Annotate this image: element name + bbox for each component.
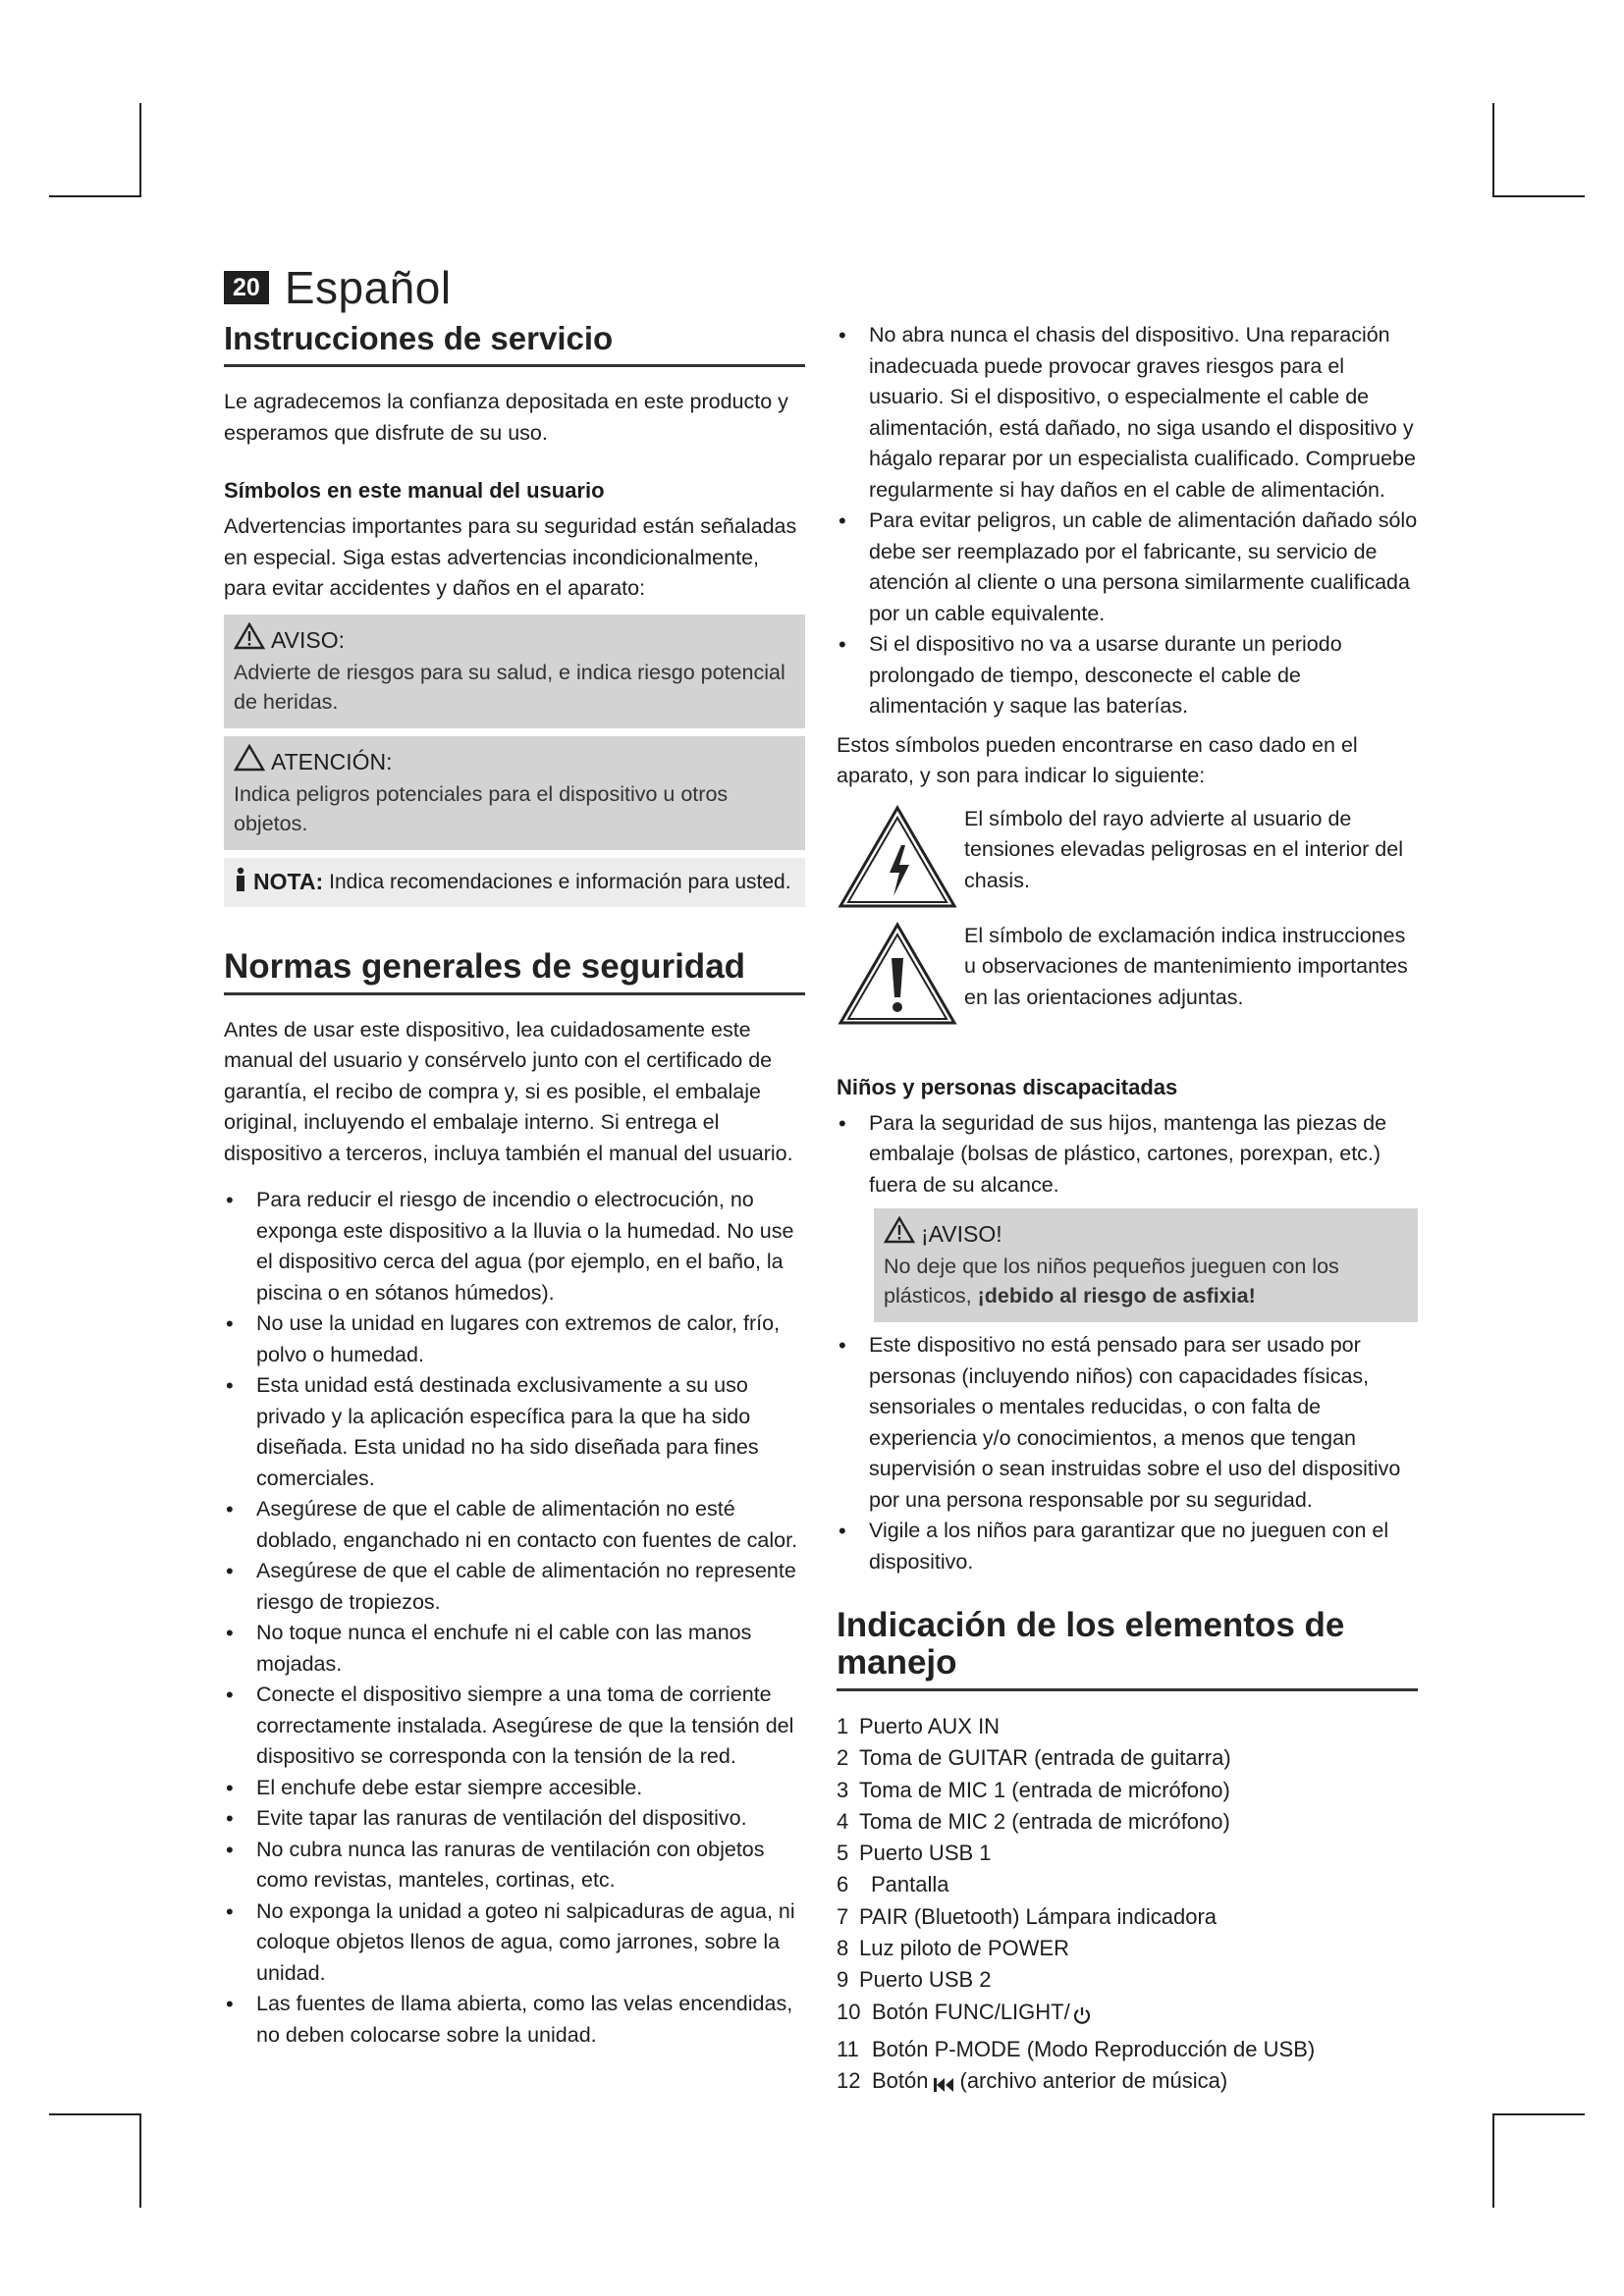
aviso-children-text: No deje que los niños pequeños jueguen con los plásticos, ¡debido al riesgo de asfixia! [884,1255,1339,1308]
list-item: 10 Botón FUNC/LIGHT/ [837,1997,1418,2034]
list-item: 11 Botón P-MODE (Modo Reproducción de USB) [837,2036,1316,2061]
crop-mark [1492,2113,1585,2115]
list-item: • El enchufe debe estar siempre accesible. [226,1775,643,1800]
list-item: • No cubra nunca las ranuras de ventilación con objetos como revistas, manteles, cortinas, etc. [226,1837,765,1892]
aviso-title: AVISO: [271,626,345,653]
list-item: 8 Luz piloto de POWER [837,1936,1069,1961]
page-language: Español [284,262,452,313]
section-title-instrucciones: Instrucciones de servicio [224,320,805,367]
list-item: • Para evitar peligros, un cable de alimentación dañado sólo debe ser reemplazado por el fabricante, su servicio de atención al cliente o una persona similarmente cualificada por un cable equivalente. [839,508,1418,625]
previous-track-icon [933,2071,954,2103]
normas-intro: Antes de usar este dispositivo, lea cuidadosamente este manual del usuario y consérvelo junto con el certificado de garantía, el recibo de compra y, si es posible, el embalaje original, incluyendo el embalaje interno. Si entrega el dispositivo a terceros, incluya también el manual del usuario. [224,1017,793,1165]
controls-list [837,1711,1418,2104]
intro-text: Le agradecemos la confianza depositada en este producto y esperamos que disfrute de su uso. [224,390,788,445]
aviso-children-bold: ¡debido al riesgo de asfixia! [977,1284,1256,1308]
warning-triangle-icon [234,622,265,658]
list-item: • No abra nunca el chasis del dispositivo. Una reparación inadecuada puede provocar graves riesgos para el usuario. Si el dispositivo, o especialmente el cable de alimentación, está dañado, no siga usando el dispositivo y hágalo reparar por un especialista cualificado. Compruebe regularmente si hay daños en el cable de alimentación. [839,323,1416,502]
crop-mark [1492,2113,1494,2208]
aviso-children-title: ¡AVISO! [921,1221,1002,1247]
list-item: 12 Botón (archivo anterior de música) [837,2065,1418,2103]
device-symbols-intro: Estos símbolos pueden encontrarse en caso dado en el aparato, y son para indicar lo siguiente: [837,732,1358,787]
list-item: 1 Puerto AUX IN [837,1714,1001,1738]
safety-list [224,1185,805,2051]
atencion-title: ATENCIÓN: [271,748,393,774]
children-list-2 [837,1330,1418,1577]
lightning-symbol-row [837,804,1418,917]
aviso-children-box [874,1208,1418,1322]
exclamation-warning-icon [837,921,964,1034]
page-number: 20 [224,271,269,304]
list-item: 6 Pantalla [837,1872,949,1897]
list-item: • Este dispositivo no está pensado para ser usado por personas (incluyendo niños) con capacidades físicas, sensoriales o mentales reducidas, o con falta de experiencia y/o conocimientos, a menos que tengan supervisión o sean instruidas sobre el uso del dispositivo por una persona responsable por su seguridad. [839,1333,1401,1512]
atencion-text: Indica peligros potenciales para el dispositivo u otros objetos. [234,781,729,835]
list-item: 9 Puerto USB 2 [837,1967,992,1993]
list-item: • Asegúrese de que el cable de alimentación no represente riesgo de tropiezos. [226,1559,796,1614]
right-column [837,320,1418,2104]
symbols-heading: Símbolos en este manual del usuario [224,478,605,503]
exclamation-symbol-text: El símbolo de exclamación indica instrucciones u observaciones de mantenimiento importantes en las orientaciones adjuntas. [964,923,1408,1009]
lightning-symbol-text: El símbolo del rayo advierte al usuario de tensiones elevadas peligrosas en el interior del chasis. [964,806,1403,892]
atencion-box [224,736,805,850]
list-item: • No use la unidad en lugares con extremos de calor, frío, polvo o humedad. [226,1311,781,1366]
list-item: • Evite tapar las ranuras de ventilación del dispositivo. [226,1806,747,1831]
crop-mark [49,195,141,197]
aviso-box [224,614,805,728]
warning-triangle-icon [884,1216,915,1252]
list-item: • Conecte el dispositivo siempre a una toma de corriente correctamente instalada. Asegúrese de que la tensión del dispositivo se corresponda con la tensión de la red. [226,1682,794,1768]
list-item: • Vigile a los niños para garantizar que no jueguen con el dispositivo. [839,1519,1389,1574]
list-item: • Si el dispositivo no va a usarse durante un periodo prolongado de tiempo, desconecte el cable de alimentación y saque las baterías. [839,632,1342,718]
list-item: 2 Toma de GUITAR (entrada de guitarra) [837,1745,1231,1771]
list-item: • No exponga la unidad a goteo ni salpicaduras de agua, ni coloque objetos llenos de agua, como jarrones, sobre la unidad. [226,1898,795,1985]
children-heading: Niños y personas discapacitadas [837,1074,1178,1099]
aviso-text: Advierte de riesgos para su salud, e indica riesgo potencial de heridas. [234,660,785,714]
list-item: • Esta unidad está destinada exclusivamente a su uso privado y la aplicación específica para la que ha sido diseñada. Esta unidad no ha sido diseñada para fines comerciales. [226,1373,759,1490]
left-column [224,320,805,2051]
power-icon [1072,2002,1092,2034]
crop-mark [139,103,141,197]
section-title-normas: Normas generales de seguridad [224,948,805,995]
list-item: 7 PAIR (Bluetooth) Lámpara indicadora [837,1903,1218,1929]
list-item: • Para reducir el riesgo de incendio o electrocución, no exponga este dispositivo a la lluvia o la humedad. No use el dispositivo cerca del agua (por ejemplo, en el baño, la piscina o en sótanos húmedos). [226,1188,794,1305]
section-title-controls: Indicación de los elementos de manejo [837,1607,1418,1691]
crop-mark [1492,195,1585,197]
list-item: • Para la seguridad de sus hijos, mantenga las piezas de embalaje (bolsas de plástico, cartones, porexpan, etc.) fuera de su alcance. [839,1110,1387,1197]
nota-title: NOTA: [253,869,324,894]
list-item: 3 Toma de MIC 1 (entrada de micrófono) [837,1777,1230,1802]
list-item: 4 Toma de MIC 2 (entrada de micrófono) [837,1808,1230,1834]
nota-text: Indica recomendaciones e información para usted. [329,870,791,893]
caution-triangle-icon [234,744,265,779]
crop-mark [49,2113,141,2115]
list-item: 5 Puerto USB 1 [837,1841,992,1866]
list-item: • Asegúrese de que el cable de alimentación no esté doblado, enganchado ni en contacto con fuentes de calor. [226,1497,798,1552]
list-item: • Las fuentes de llama abierta, como las velas encendidas, no deben colocarse sobre la unidad. [226,1992,793,2047]
exclamation-symbol-row [837,921,1418,1034]
children-list [837,1108,1418,1201]
lightning-warning-icon [837,804,964,917]
crop-mark [139,2113,141,2208]
nota-box [224,858,805,907]
info-icon [234,867,247,898]
page-header [224,261,452,314]
symbols-text: Advertencias importantes para su seguridad están señaladas en especial. Siga estas advertencias incondicionalmente, para evitar accidentes y daños en el aparato: [224,514,797,600]
crop-mark [1492,103,1494,197]
list-item: • No toque nunca el enchufe ni el cable con las manos mojadas. [226,1621,752,1676]
safety-list-continued [837,320,1418,722]
